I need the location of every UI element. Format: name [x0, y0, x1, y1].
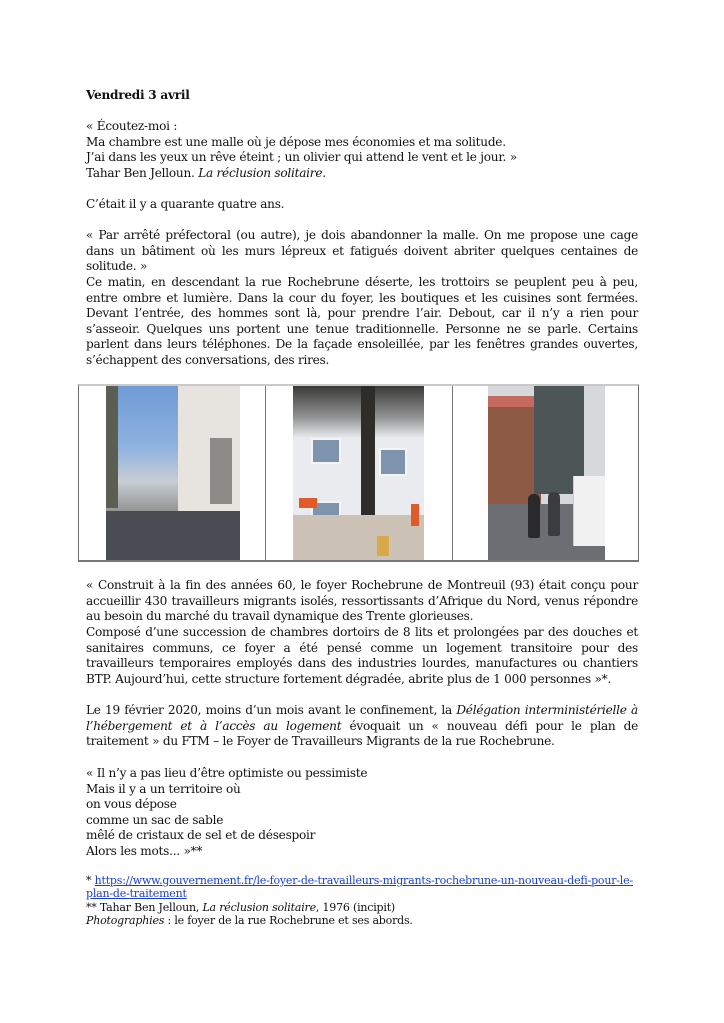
tree-shape: [106, 386, 118, 508]
person-shape: [548, 492, 560, 536]
footnote-3-label: Photographies: [86, 914, 165, 928]
photo-facade: [293, 386, 424, 560]
photo-walkers: [488, 386, 605, 560]
brick-building-shape: [488, 400, 542, 504]
photo-street: [106, 386, 240, 560]
footnote-2-suffix: , 1976 (incipit): [315, 900, 396, 914]
footnote-1-continued: [86, 887, 638, 900]
footnote-2-title: La réclusion solitaire: [202, 900, 316, 914]
epigraph-line: J’ai dans les yeux un rêve éteint ; un olivier qui attend le vent et le jour. »: [86, 150, 517, 165]
cloth-shape: [377, 536, 389, 556]
footnote-link[interactable]: https://www.gouvernement.fr/le-foyer-de-travailleurs-migrants-rochebrune-un-nouveau-defi-pour-le-: [94, 874, 633, 887]
photo-cell: [452, 386, 638, 560]
wall-shape: [293, 515, 424, 560]
paragraph-delegation: [86, 703, 638, 750]
road-shape: [106, 511, 240, 560]
quote-history-1: « Construit à la fin des années 60, le foyer Rochebrune de Montreuil (93) était conçu pour accueillir 430 travailleurs migrants isolés, ressortissants d’Afrique du Nord, venus répondre au besoin du marché du travail dynamique des Trente glorieuses.: [86, 578, 638, 624]
footnote-3: [86, 914, 638, 927]
delegation-name: Délégation interministérielle à l’hébergement et à l’accès au logement: [86, 703, 638, 733]
photo-table: [78, 384, 639, 562]
attribution-title: La réclusion solitaire: [198, 165, 323, 180]
footnote-2: [86, 901, 638, 914]
attribution-end: .: [322, 165, 326, 180]
cloth-shape: [299, 498, 317, 508]
delegation-text-after: évoquait un « nouveau défi pour le plan de traitement » du FTM – le Foyer de Travailleurs Migrants de la rue Rochebrune.: [86, 718, 638, 749]
footnote-1: [86, 874, 638, 887]
footnotes: [86, 874, 638, 928]
poem-line: mêlé de cristaux de sel et de désespoir: [86, 828, 316, 843]
footnote-link-continued[interactable]: plan-de-traitement: [86, 887, 187, 901]
quote-history-2: Composé d’une succession de chambres dortoirs de 8 lits et prolongées par des douches et sanitaires communs, ce foyer a été pensé comme un logement transitoire pour des travailleurs temporaires employés dans des industries lourdes, manufactures ou chantiers BTP. Aujourd’hui, cette structure fortement dégradée, abrite plus de 1 000 personnes »*.: [86, 625, 638, 686]
attribution-author: Tahar Ben Jelloun.: [86, 165, 199, 180]
branches-shape: [293, 386, 424, 438]
photo-cell: [265, 386, 451, 560]
poem-line: « Il n’y a pas lieu d’être optimiste ou pessimiste: [86, 766, 368, 780]
delegation-text-before: Le 19 février 2020, moins d’un mois avant le confinement, la: [86, 703, 457, 717]
trunk-shape: [361, 386, 375, 529]
photo-cell: [79, 386, 265, 560]
footnote-marker: *: [86, 874, 95, 887]
person-shape: [528, 494, 540, 538]
window-shape: [311, 438, 341, 464]
epigraph-line: « Écoutez-moi :: [86, 119, 178, 133]
epigraph-line: Ma chambre est une malle où je dépose mes économies et ma solitude.: [86, 134, 506, 149]
footnote-3-text: : le foyer de la rue Rochebrune et ses abords.: [164, 914, 413, 928]
window-shape: [379, 448, 407, 476]
epigraph-attribution: [86, 166, 638, 182]
page-title: Vendredi 3 avril: [86, 88, 190, 102]
footnote-2-prefix: ** Tahar Ben Jelloun,: [86, 900, 203, 914]
poem-line: Mais il y a un territoire où: [86, 781, 241, 796]
roof-shape: [488, 396, 542, 406]
poem-line: on vous dépose: [86, 797, 177, 812]
poem-line: comme un sac de sable: [86, 812, 224, 827]
cloth-shape: [411, 504, 419, 526]
poem-line: Alors les mots... »**: [86, 843, 203, 858]
paragraph-forty-years: C’était il y a quarante quatre ans.: [86, 197, 285, 211]
van-shape: [573, 476, 604, 546]
poem: [86, 766, 638, 860]
quote-malle: « Par arrêté préfectoral (ou autre), je dois abandonner la malle. On me propose une cage dans un bâtiment où les murs lépreux et fatigués doivent abriter quelques centaines de solitude. »: [86, 228, 638, 274]
shutter-shape: [210, 438, 232, 504]
paragraph-morning: Ce matin, en descendant la rue Rochebrune déserte, les trottoirs se peuplent peu à peu, entre ombre et lumière. Dans la cour du foyer, les boutiques et les cuisines sont fermées. Devant l’entrée, des hommes sont là, pour prendre l’air. Debout, car il n’y a rien pour s’asseoir. Quelques uns portent une tenue traditionnelle. Personne ne se parle. Certains parlent dans leurs téléphones. De la façade ensoleillée, par les fenêtres grandes ouvertes, s’échappent des conversations, des rires.: [86, 275, 638, 367]
epigraph: [86, 119, 638, 181]
